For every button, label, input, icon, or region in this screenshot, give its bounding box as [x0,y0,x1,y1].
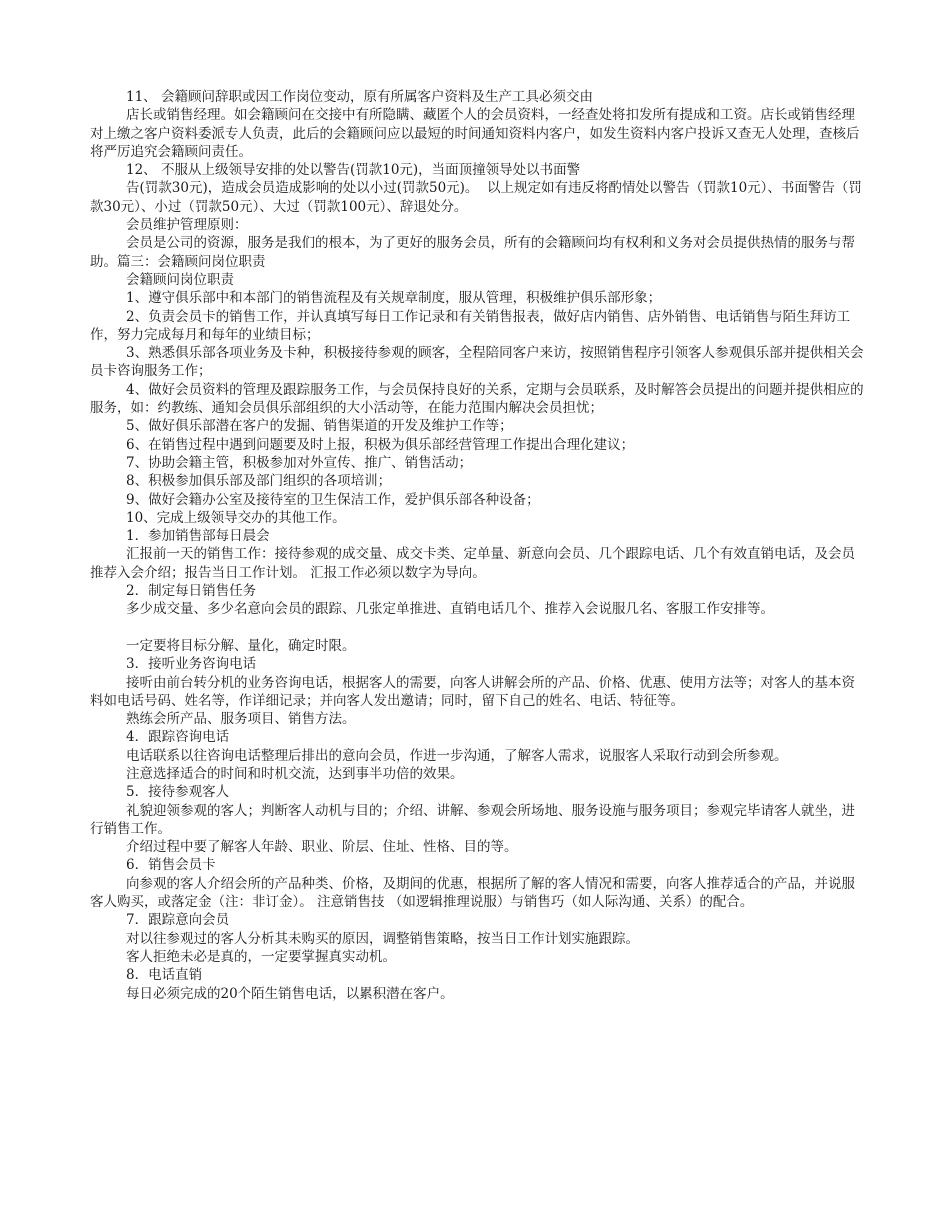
task-note-4: 注意选择适合的时间和时机交流，达到事半功倍的效果。 [126,765,464,782]
blank-line [90,619,865,637]
task-body-5: 礼貌迎领参观的客人；判断客人动机与目的；介绍、讲解、参观会所场地、服务设施与服务项目；参观完毕请客人就坐，进行销售工作。 [90,802,855,837]
duty-item-9: 9、做好会籍办公室及接待室的卫生保洁工作，爱护俱乐部各种设备； [126,491,540,508]
duty-item-3: 3、熟悉俱乐部各项业务及卡种，积极接待参观的顾客，全程陪同客户来访，按照销售程序引领客人参观俱乐部并提供相关会员卡咨询服务工作； [90,345,864,380]
duty-item-7: 7、协助会籍主管，积极参加对外宣传、推广、销售活动； [126,454,473,471]
duty-item-6: 6、在销售过程中遇到问题要及时上报，积极为俱乐部经营管理工作提出合理化建议； [126,436,635,453]
paragraph-rule-11: 11、 会籍顾问辞职或因工作岗位变动，原有所属客户资料及生产工具必须交由 [126,89,593,105]
task-note-3: 熟练会所产品、服务项目、销售方法。 [126,711,356,728]
task-note-7: 客人拒绝未必是真的，一定要掌握真实动机。 [126,948,396,965]
task-heading-2: 2．制定每日销售任务 [126,583,257,600]
task-body-6: 向参观的客人介绍会所的产品种类、价格，及期间的优惠，根据所了解的客人情况和需要，向客人推荐适合的产品，并说服客人购买，或落定金（注：非订金）。 注意销售技 （如逻辑推理说服）与销售巧（如人际沟通、关系）的配合。 [90,875,855,911]
duty-item-4: 4、做好会员资料的管理及跟踪服务工作，与会员保持良好的关系，定期与会员联系，及时解答会员提出的问题并提供相应的服务，如：约教练、通知会员俱乐部组织的大小活动等，在能力范围内解决会员担忧； [90,381,864,417]
duty-item-5: 5、做好俱乐部潜在客户的发掘、销售渠道的开发及维护工作等； [126,418,513,435]
task-heading-6: 6．销售会员卡 [126,857,216,874]
duty-item-2: 2、负责会员卡的销售工作，并认真填写每日工作记录和有关销售报表，做好店内销售、店外销售、电话销售与陌生拜访工作，努力完成每月和每年的业绩目标； [90,308,851,343]
task-heading-1: 1．参加销售部每日晨会 [126,528,270,545]
task-heading-7: 7．跟踪意向会员 [126,912,230,929]
task-heading-3: 3．接听业务咨询电话 [126,656,257,673]
task-note-2: 一定要将目标分解、量化，确定时限。 [126,637,356,654]
paragraph-member-maintenance: 会员是公司的资源，服务是我们的根本，为了更好的服务会员，所有的会籍顾问均有权利和义务对会员提供热情的服务与帮助。篇三：会籍顾问岗位职责 [90,235,855,270]
paragraph-rule-12-continued: 告(罚款30元)，造成会员造成影响的处以小过(罚款50元)。 以上规定如有违反将酌情处以警告（罚款10元）、书面警告（罚款30元）、小过（罚款50元）、大过（罚款100元）、辞退处分。 [90,180,862,215]
task-body-1: 汇报前一天的销售工作：接待参观的成交量、成交卡类、定单量、新意向会员、几个跟踪电话、几个有效直销电话，及会员推荐入会介绍；报告当日工作计划。 汇报工作必须以数字为导向。 [90,546,855,581]
section-heading-job-duties: 会籍顾问岗位职责 [126,271,234,288]
task-heading-4: 4．跟踪咨询电话 [126,729,230,746]
task-body-4: 电话联系以往咨询电话整理后排出的意向会员，作进一步沟通，了解客人需求，说服客人采取行动到会所参观。 [126,747,788,764]
task-heading-5: 5．接待参观客人 [126,784,230,801]
task-heading-8: 8．电话直销 [126,967,203,984]
paragraph-rule-12: 12、 不服从上级领导安排的处以警告(罚款10元)，当面顶撞领导处以书面警 [126,162,581,179]
section-heading-member-maintenance: 会员维护管理原则： [126,217,248,234]
task-body-3: 接听由前台转分机的业务咨询电话，根据客人的需要，向客人讲解会所的产品、价格、优惠、使用方法等；对客人的基本资料如电话号码、姓名等，作详细记录；并向客人发出邀请；同时，留下自己的姓名、电话、特征等。 [90,674,855,709]
document-body [90,88,865,1003]
duty-item-1: 1、遵守俱乐部中和本部门的销售流程及有关规章制度，服从管理，积极维护俱乐部形象； [126,290,662,307]
duty-item-8: 8、积极参加俱乐部及部门组织的各项培训； [126,473,392,490]
paragraph-rule-11-continued: 店长或销售经理。如会籍顾问在交接中有所隐瞒、藏匿个人的会员资料，一经查处将扣发所有提成和工资。店长或销售经理对上缴之客户资料委派专人负责，此后的会籍顾问应以最短的时间通知资料内客户，如发生资料内客户投诉又查无人处理，查核后将严厉追究会籍顾问责任。 [90,107,860,160]
task-body-7: 对以往参观过的客人分析其未购买的原因，调整销售策略，按当日工作计划实施跟踪。 [126,930,639,947]
task-note-5: 介绍过程中要了解客人年龄、职业、阶层、住址、性格、目的等。 [126,839,518,856]
task-body-8: 每日必须完成的20个陌生销售电话，以累积潜在客户。 [126,985,454,1002]
task-body-2: 多少成交量、多少名意向会员的跟踪、几张定单推进、直销电话几个、推荐入会说服几名、客服工作安排等。 [126,601,774,618]
duty-item-10: 10、完成上级领导交办的其他工作。 [126,509,346,526]
